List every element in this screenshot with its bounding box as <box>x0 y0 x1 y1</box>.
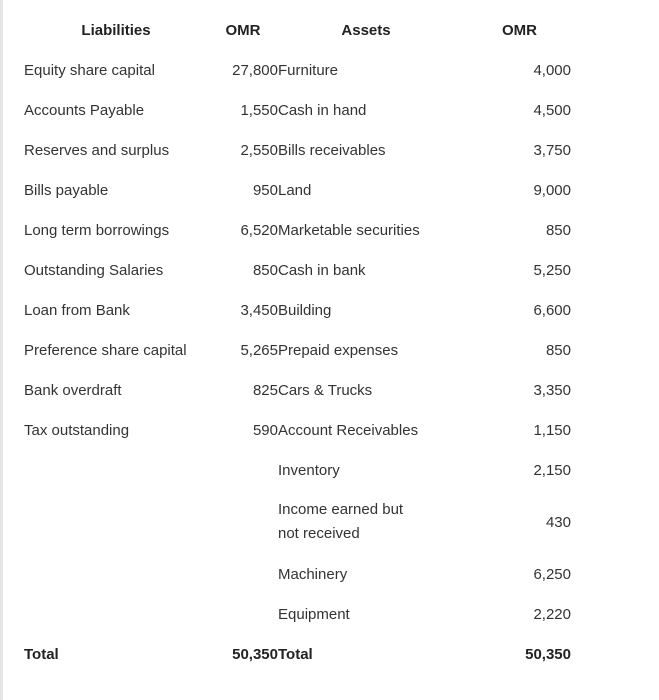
table-row <box>12 370 582 410</box>
asset-amount: 6,600 <box>533 301 571 319</box>
liability-name: Outstanding Salaries <box>24 261 164 279</box>
header-omr-assets: OMR <box>502 21 537 39</box>
liability-name <box>12 554 208 594</box>
liability-name <box>12 450 208 490</box>
asset-amount: 430 <box>545 513 571 531</box>
liability-amount: 6,520 <box>240 221 278 239</box>
asset-name: Building <box>278 301 332 319</box>
liability-name: Bank overdraft <box>24 381 122 399</box>
liability-amount: 5,265 <box>240 341 278 359</box>
liability-amount: 27,800 <box>232 61 278 79</box>
table-row <box>12 450 582 490</box>
asset-name: Inventory <box>278 461 340 479</box>
asset-amount: 5,250 <box>533 261 571 279</box>
asset-amount: 850 <box>545 221 571 239</box>
liability-amount <box>208 450 278 490</box>
liability-amount: 3,450 <box>240 301 278 319</box>
asset-name: Cash in hand <box>278 101 367 119</box>
liability-name <box>12 594 208 634</box>
table-row <box>12 250 582 290</box>
asset-name: Equipment <box>278 605 350 623</box>
table-row <box>12 170 582 210</box>
total-assets-label: Total <box>278 645 313 663</box>
asset-name: Bills receivables <box>278 141 386 159</box>
liability-name: Accounts Payable <box>24 101 145 119</box>
total-row <box>12 634 582 674</box>
liability-amount <box>208 594 278 634</box>
table-row <box>12 554 582 594</box>
table-row <box>12 130 582 170</box>
asset-amount: 4,000 <box>533 61 571 79</box>
asset-amount: 4,500 <box>533 101 571 119</box>
total-liabilities-amount: 50,350 <box>232 645 278 663</box>
liability-name: Preference share capital <box>24 341 187 359</box>
header-assets: Assets <box>341 21 391 39</box>
asset-amount: 6,250 <box>533 565 571 583</box>
asset-name: Cars & Trucks <box>278 381 373 399</box>
liability-amount <box>208 490 278 554</box>
liability-name <box>12 490 208 554</box>
asset-amount: 2,220 <box>533 605 571 623</box>
table-row <box>12 50 582 90</box>
liability-name: Equity share capital <box>24 61 155 79</box>
header-omr-liabilities: OMR <box>225 21 261 39</box>
liability-name: Long term borrowings <box>24 221 170 239</box>
liability-amount: 2,550 <box>240 141 278 159</box>
asset-amount: 850 <box>545 341 571 359</box>
asset-name: Account Receivables <box>278 421 419 439</box>
asset-amount: 1,150 <box>533 421 571 439</box>
liability-amount: 825 <box>252 381 278 399</box>
liability-amount: 950 <box>252 181 278 199</box>
liability-name: Loan from Bank <box>24 301 130 319</box>
asset-name: Income earned but not received <box>278 501 404 542</box>
total-liabilities-label: Total <box>24 645 59 663</box>
header-liabilities: Liabilities <box>81 21 151 39</box>
table-row <box>12 290 582 330</box>
liability-amount: 1,550 <box>240 101 278 119</box>
asset-amount: 9,000 <box>533 181 571 199</box>
asset-name: Machinery <box>278 565 348 583</box>
asset-amount: 3,350 <box>533 381 571 399</box>
liability-amount: 850 <box>252 261 278 279</box>
table-row <box>12 410 582 450</box>
table-row <box>12 490 582 554</box>
asset-name: Marketable securities <box>278 221 420 239</box>
table-row <box>12 594 582 634</box>
table-row <box>12 90 582 130</box>
header-row <box>12 10 582 50</box>
asset-name: Furniture <box>278 61 339 79</box>
asset-name: Prepaid expenses <box>278 341 399 359</box>
asset-name: Cash in bank <box>278 261 366 279</box>
left-border <box>0 0 3 700</box>
liability-amount <box>208 554 278 594</box>
liability-name: Tax outstanding <box>24 421 130 439</box>
liability-name: Bills payable <box>24 181 109 199</box>
balance-sheet-table <box>12 10 582 674</box>
table-row <box>12 330 582 370</box>
asset-amount: 3,750 <box>533 141 571 159</box>
asset-name: Land <box>278 181 312 199</box>
table-row <box>12 210 582 250</box>
total-assets-amount: 50,350 <box>525 645 571 663</box>
liability-name: Reserves and surplus <box>24 141 170 159</box>
asset-amount: 2,150 <box>533 461 571 479</box>
liability-amount: 590 <box>252 421 278 439</box>
